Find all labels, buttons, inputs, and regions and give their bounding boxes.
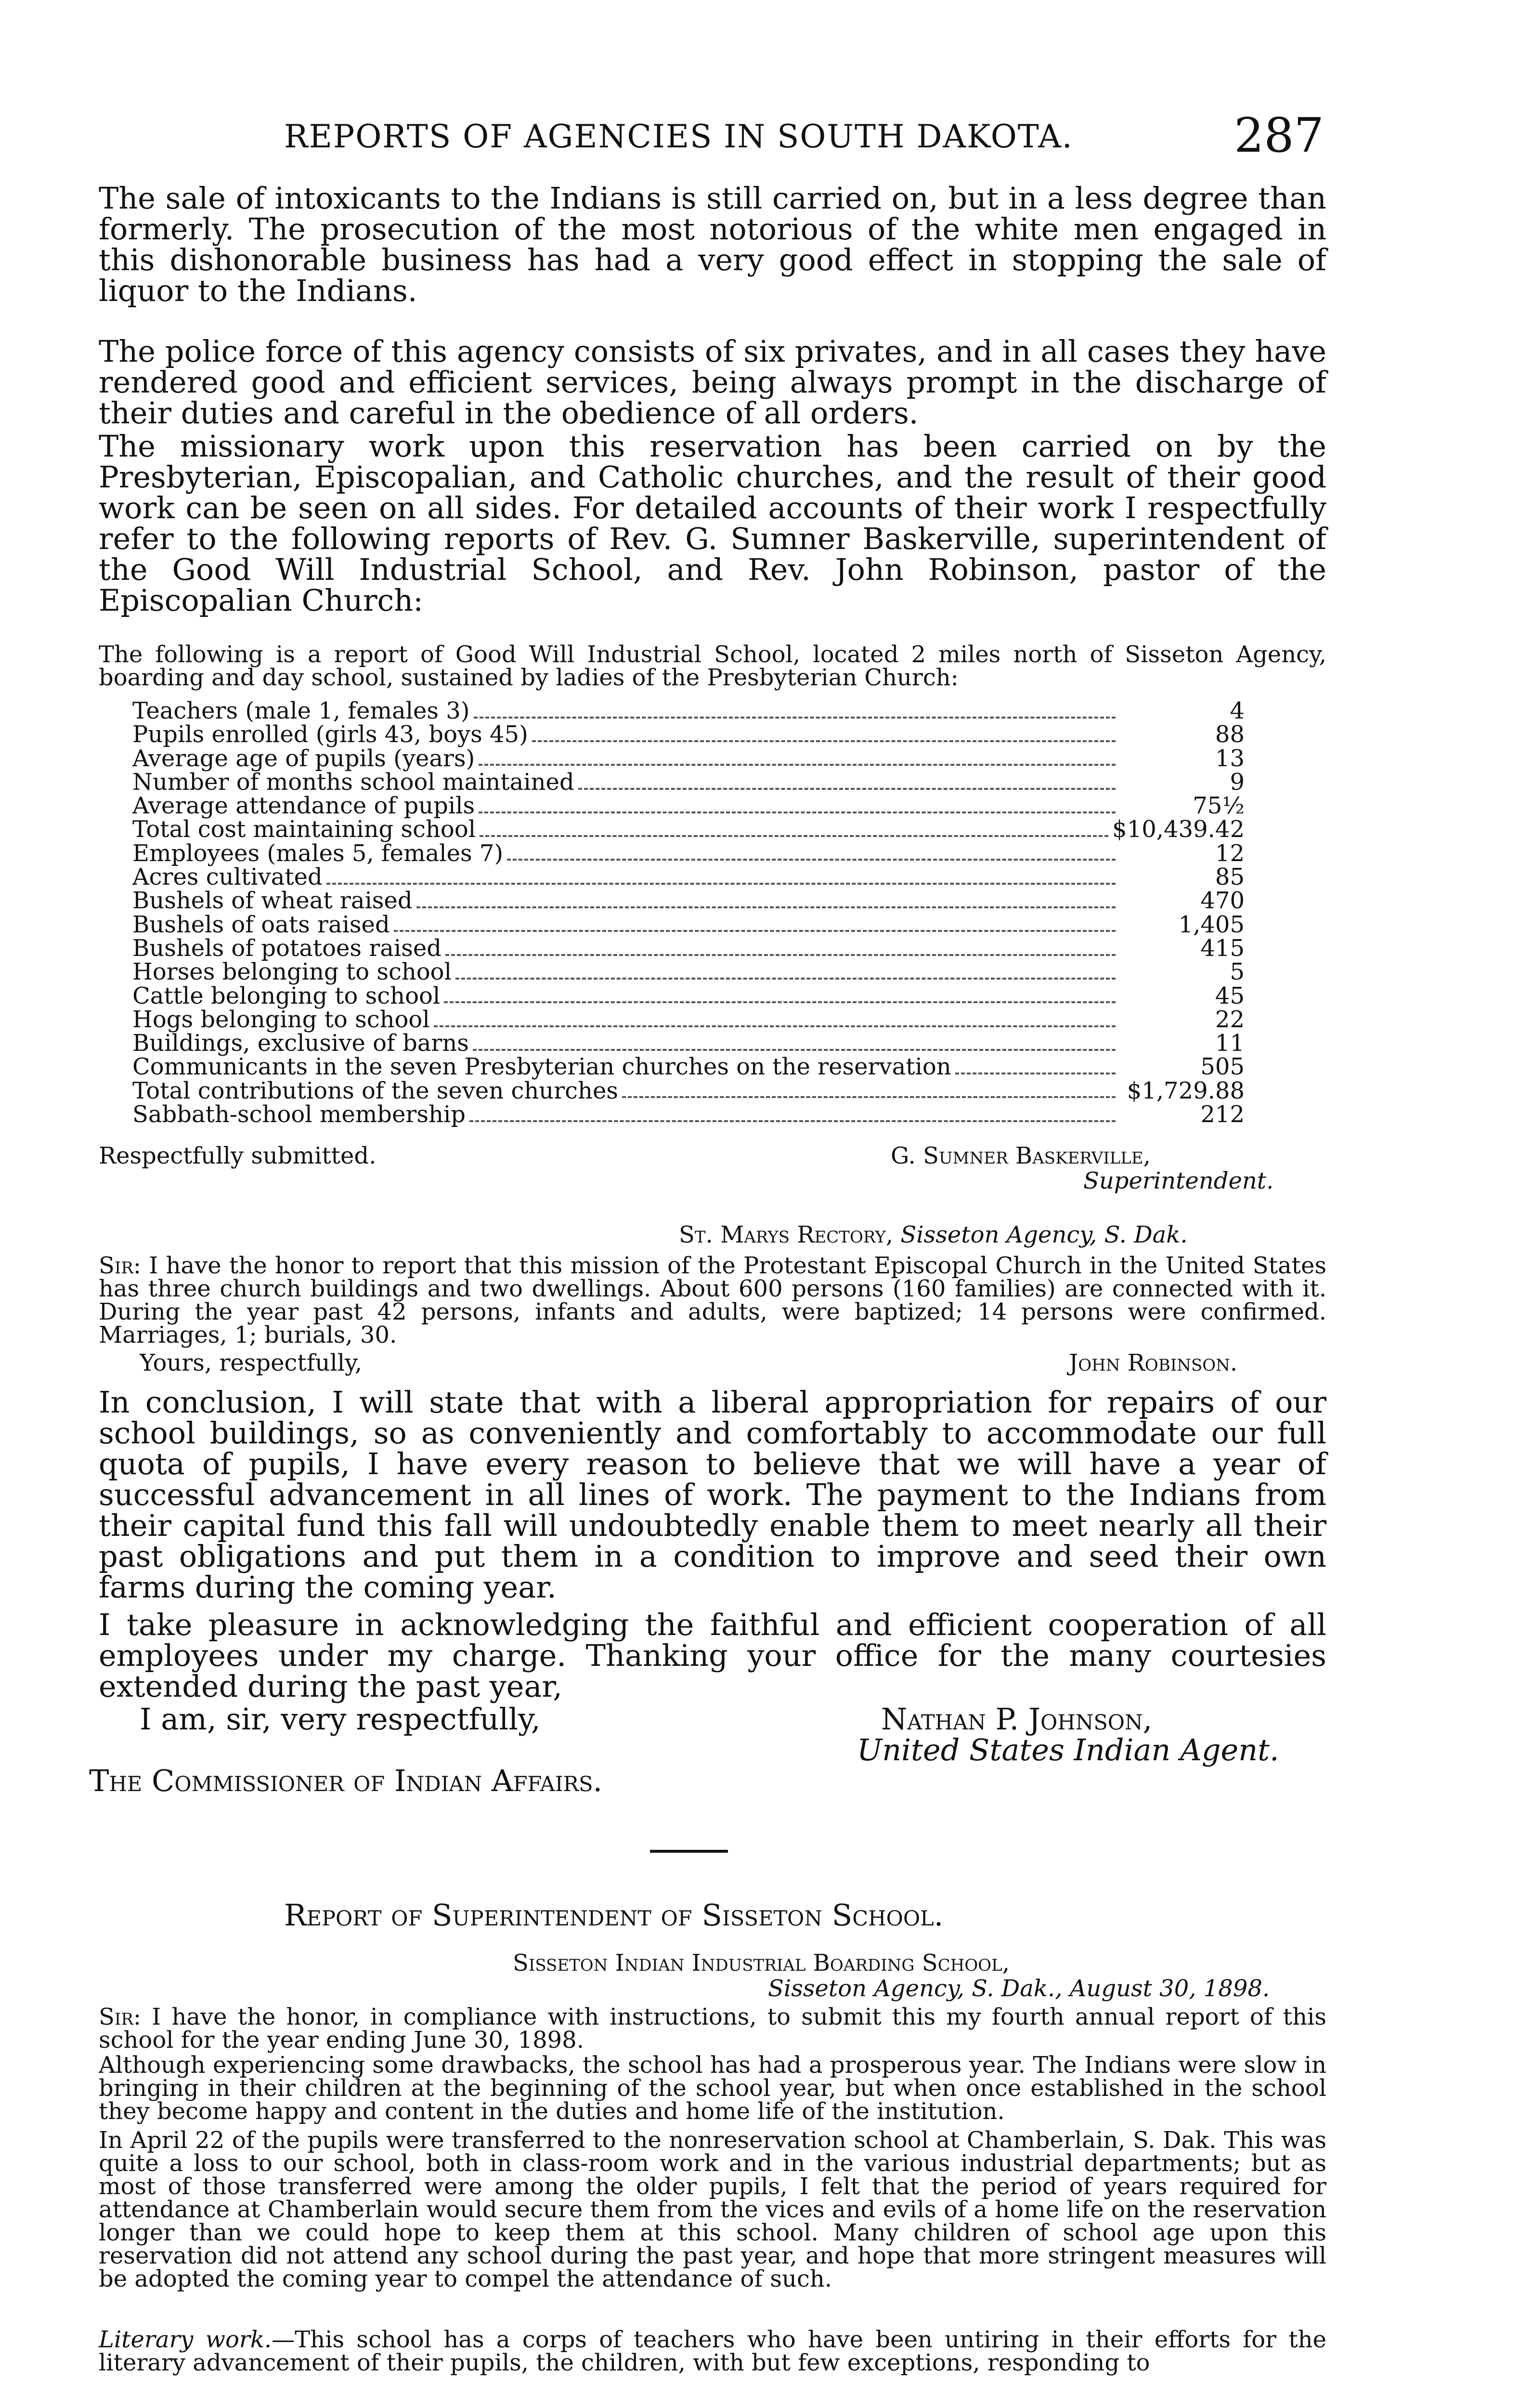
leader-dots bbox=[480, 835, 1108, 837]
literary-work-label: Literary work. bbox=[99, 2326, 272, 2353]
goodwill-signer-title: Superintendent. bbox=[1083, 1167, 1274, 1194]
sisseton-para-1 bbox=[99, 2005, 1326, 2052]
leader-dots bbox=[507, 859, 1116, 861]
stat-value: 415 bbox=[1200, 934, 1245, 962]
paragraph-missionary-text: The missionary work upon this reservation has been carried on by the Presbyterian, Episcopalian, and Catholic churches, and the result of their good work can be seen on all sides. For detailed accounts of their work I respectfully refer to the following reports of Rev. G. Sumner Baskerville, superintendent of the Good Will Industrial School, and Rev. John Robinson, pastor of the Episcopalian Church: bbox=[99, 429, 1326, 618]
sisseton-para-3 bbox=[99, 2129, 1326, 2290]
stat-value: 13 bbox=[1215, 745, 1245, 772]
stat-value: 85 bbox=[1215, 864, 1245, 891]
stat-value: $10,439.42 bbox=[1112, 816, 1245, 843]
sisseton-para-2-text: Although experiencing some drawbacks, the school has had a prosperous year. The Indians were slow in bringing in their children at the beginning of the school year, but when once established in the school they become happy and content in the duties and home life of the institution. bbox=[99, 2052, 1326, 2125]
stat-label: Total contributions of the seven churches bbox=[132, 1077, 618, 1104]
section-divider bbox=[650, 1850, 728, 1853]
stat-row bbox=[132, 1103, 1245, 1126]
sisseton-para-4-text: —This school has a corps of teachers who have been untiring in their efforts for the literary advancement of their pupils, the children, with but few exceptions, responding to bbox=[99, 2326, 1326, 2376]
paragraph-police bbox=[99, 336, 1326, 429]
stat-value: 505 bbox=[1200, 1053, 1245, 1081]
rectory-salutation: Sir: bbox=[99, 1252, 142, 1279]
stat-row bbox=[132, 865, 1245, 889]
stat-value: 75½ bbox=[1193, 792, 1245, 820]
paragraph-intoxicants bbox=[99, 183, 1326, 306]
stat-label: Bushels of wheat raised bbox=[132, 887, 413, 915]
leader-dots bbox=[469, 1120, 1116, 1122]
stat-label: Total cost maintaining school bbox=[132, 816, 476, 843]
stat-value: 470 bbox=[1200, 887, 1245, 915]
leader-dots bbox=[394, 930, 1116, 932]
goodwill-statistics-table bbox=[132, 699, 1245, 1126]
stat-row bbox=[132, 984, 1245, 1008]
sisseton-salutation: Sir: bbox=[99, 2003, 142, 2030]
leader-dots bbox=[445, 954, 1116, 956]
leader-dots bbox=[622, 1096, 1116, 1098]
addressee: The Commissioner of Indian Affairs. bbox=[89, 1763, 603, 1798]
stat-value: 212 bbox=[1200, 1101, 1245, 1128]
leader-dots bbox=[955, 1073, 1116, 1074]
stat-label: Hogs belonging to school bbox=[132, 1006, 430, 1033]
goodwill-closing: Respectfully submitted. bbox=[99, 1142, 377, 1169]
stat-value: 5 bbox=[1230, 958, 1245, 986]
page-header bbox=[0, 108, 1519, 171]
sisseton-school-name: Sisseton Indian Industrial Boarding School, bbox=[513, 1950, 1010, 1976]
sisseton-heading: Report of Superintendent of Sisseton School. bbox=[284, 1898, 944, 1933]
sisseton-para-1-text: I have the honor, in compliance with instructions, to submit this my fourth annual report of this school for the year ending June 30, 1898. bbox=[99, 2003, 1326, 2054]
paragraph-missionary bbox=[99, 431, 1326, 616]
stat-value: 88 bbox=[1215, 721, 1245, 748]
stat-label: Communicants in the seven Presbyterian churches on the reservation bbox=[132, 1053, 951, 1081]
stat-row bbox=[132, 723, 1245, 746]
stat-label: Employees (males 5, females 7) bbox=[132, 839, 504, 867]
leader-dots bbox=[455, 978, 1116, 980]
stat-value: 22 bbox=[1215, 1006, 1245, 1033]
stat-value: 12 bbox=[1215, 839, 1245, 867]
rectory-signer: John Robinson. bbox=[1069, 1349, 1238, 1376]
rectory-dateline bbox=[679, 1223, 1188, 1246]
stat-label: Number of months school maintained bbox=[132, 768, 574, 796]
stat-label: Acres cultivated bbox=[132, 864, 323, 891]
leader-dots bbox=[444, 1001, 1116, 1003]
agent-signer: Nathan P. Johnson, bbox=[881, 1701, 1153, 1737]
sisseton-dateline: Sisseton Agency, S. Dak., August 30, 1898. bbox=[768, 1975, 1270, 2002]
rectory-place-rest: Sisseton Agency, S. Dak. bbox=[900, 1221, 1188, 1248]
paragraph-acknowledgment bbox=[99, 1607, 1326, 1704]
page-number: 287 bbox=[1233, 108, 1324, 163]
leader-dots bbox=[434, 1025, 1116, 1027]
rectory-body: I have the honor to report that this mission of the Protestant Episcopal Church in the United States has three church buildings and two dwellings. About 600 persons (160 families) are connected with it. During the year past 42 persons, infants and adults, were baptized; 14 persons were confirmed. Marriages, 1; burials, 30. bbox=[99, 1252, 1326, 1348]
stat-label: Bushels of oats raised bbox=[132, 911, 390, 938]
stat-value: 11 bbox=[1215, 1030, 1245, 1057]
stat-row bbox=[132, 699, 1245, 723]
stat-label: Bushels of potatoes raised bbox=[132, 934, 441, 962]
rectory-letter bbox=[99, 1254, 1326, 1347]
leader-dots bbox=[578, 788, 1116, 790]
stat-row bbox=[132, 1008, 1245, 1032]
stat-value: 9 bbox=[1230, 768, 1245, 796]
leader-dots bbox=[416, 906, 1116, 908]
stat-value: 1,405 bbox=[1178, 911, 1245, 938]
leader-dots bbox=[473, 1049, 1116, 1051]
stat-label: Teachers (male 1, females 3) bbox=[132, 697, 470, 724]
stat-label: Average attendance of pupils bbox=[132, 792, 475, 820]
paragraph-conclusion bbox=[99, 1387, 1326, 1603]
stat-row bbox=[132, 960, 1245, 984]
agent-closing: I am, sir, very respectfully, bbox=[140, 1701, 541, 1737]
paragraph-intoxicants-text: The sale of intoxicants to the Indians is still carried on, but in a less degree than formerly. The prosecution of the most notorious of the white men engaged in this dishonorable business has had a very good effect in stopping the sale of liquor to the Indians. bbox=[99, 181, 1326, 308]
stat-row bbox=[132, 794, 1245, 818]
stat-row bbox=[132, 913, 1245, 937]
stat-row bbox=[132, 839, 1245, 867]
leader-dots bbox=[532, 740, 1116, 742]
stat-row bbox=[132, 818, 1245, 841]
stat-row bbox=[132, 1079, 1245, 1103]
agent-signer-title: United States Indian Agent. bbox=[857, 1732, 1279, 1767]
stat-label: Pupils enrolled (girls 43, boys 45) bbox=[132, 721, 528, 748]
paragraph-conclusion-text: In conclusion, I will state that with a liberal appropriation for repairs of our school buildings, so as conveniently and comfortably to accommodate our full quota of pupils, I have every reason to believe that we will have a year of successful advancement in all lines of work. The payment to the Indians from their capital fund this fall will undoubtedly enable them to meet nearly all their past obligations and put them in a condition to improve and seed their own farms during the coming year. bbox=[99, 1385, 1326, 1605]
stat-label: Average age of pupils (years) bbox=[132, 745, 475, 772]
sisseton-para-2 bbox=[99, 2054, 1326, 2123]
stat-label: Buildings, exclusive of barns bbox=[132, 1030, 469, 1057]
stat-row bbox=[132, 934, 1245, 962]
sisseton-para-4 bbox=[99, 2328, 1326, 2374]
stat-row bbox=[132, 889, 1245, 913]
goodwill-intro bbox=[99, 643, 1326, 689]
rectory-place: St. Marys Rectory, bbox=[679, 1221, 894, 1248]
stat-value: 4 bbox=[1230, 697, 1245, 724]
stat-row bbox=[132, 1055, 1245, 1079]
stat-label: Sabbath-school membership bbox=[132, 1101, 466, 1128]
paragraph-police-text: The police force of this agency consists of six privates, and in all cases they have rendered good and efficient services, being always prompt in the discharge of their duties and careful in the obedience of all orders. bbox=[99, 334, 1326, 431]
stat-value: $1,729.88 bbox=[1127, 1077, 1245, 1104]
stat-row bbox=[132, 747, 1245, 771]
stat-label: Horses belonging to school bbox=[132, 958, 452, 986]
stat-row bbox=[132, 768, 1245, 796]
sisseton-para-3-text: In April 22 of the pupils were transferred to the nonreservation school at Chamberlain, S. Dak. This was quite a loss to our school, both in class-room work and in the various industrial departments; but as most of those transferred were among the older pupils, I felt that the period of years required for attendance at Chamberlain would secure them from the vices and evils of a home life on the reservation longer than we could hope to keep them at this school. Many children of school age upon this reservation did not attend any school during the past year, and hope that more stringent measures will be adopted the coming year to compel the attendance of such. bbox=[99, 2127, 1326, 2292]
leader-dots bbox=[479, 764, 1116, 766]
paragraph-acknowledgment-text: I take pleasure in acknowledging the faithful and efficient cooperation of all employees under my charge. Thanking your office for the many courtesies extended during the past year, bbox=[99, 1607, 1326, 1704]
stat-row bbox=[132, 1032, 1245, 1055]
goodwill-intro-text: The following is a report of Good Will Industrial School, located 2 miles north of Sisseton Agency, boarding and day school, sustained by ladies of the Presbyterian Church: bbox=[99, 641, 1326, 691]
stat-label: Cattle belonging to school bbox=[132, 982, 441, 1009]
running-title: REPORTS OF AGENCIES IN SOUTH DAKOTA. bbox=[284, 118, 1073, 155]
leader-dots bbox=[326, 883, 1116, 885]
leader-dots bbox=[479, 811, 1116, 813]
rectory-closing: Yours, respectfully, bbox=[140, 1349, 363, 1376]
leader-dots bbox=[474, 717, 1116, 719]
stat-value: 45 bbox=[1215, 982, 1245, 1009]
goodwill-signer: G. Sumner Baskerville, bbox=[891, 1142, 1151, 1169]
